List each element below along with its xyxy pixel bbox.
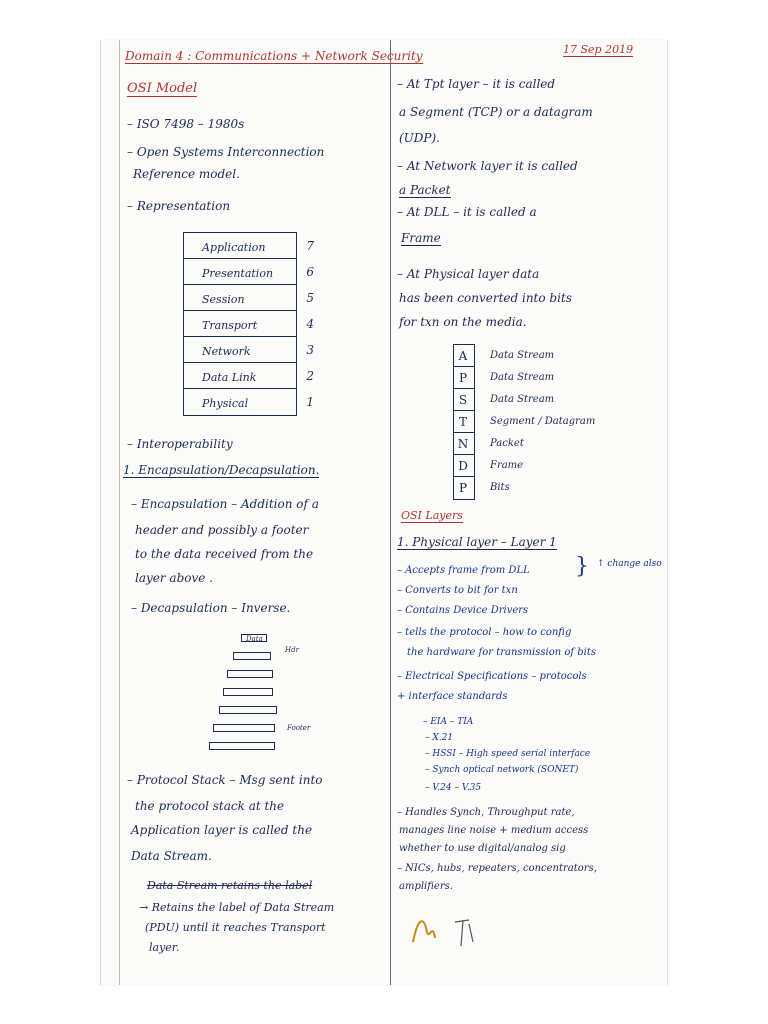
note-line: manages line noise + medium access bbox=[399, 825, 589, 836]
layer-name: Application bbox=[202, 241, 266, 254]
acronym-row bbox=[454, 389, 555, 411]
encapsulation-diagram bbox=[205, 632, 325, 762]
page-title: Domain 4 : Communications + Network Security bbox=[125, 49, 423, 63]
pdu-name: Data Stream bbox=[490, 372, 555, 383]
encapsulation-heading: 1. Encapsulation/Decapsulation. bbox=[123, 463, 320, 477]
acronym-letter: S bbox=[458, 393, 468, 407]
encap-layer-bar bbox=[227, 670, 273, 678]
acronym-row bbox=[454, 455, 524, 477]
encap-layer-bar bbox=[209, 742, 275, 750]
note-line: → Retains the label of Data Stream bbox=[139, 901, 335, 914]
note-line: – Accepts frame from DLL bbox=[397, 565, 530, 576]
note-line: – At Network layer it is called bbox=[397, 159, 578, 173]
brace-mark: } bbox=[575, 554, 589, 579]
note-line: – Encapsulation – Addition of a bbox=[131, 497, 319, 511]
standard-item: – X.21 bbox=[425, 733, 454, 743]
standard-item: – Synch optical network (SONET) bbox=[425, 765, 579, 775]
note-line: – NICs, hubs, repeaters, concentrators, bbox=[397, 863, 597, 874]
note-line: – tells the protocol – how to config bbox=[397, 627, 572, 638]
note-line: Application layer is called the bbox=[131, 823, 313, 837]
margin-line bbox=[119, 40, 120, 985]
osi-model-heading: OSI Model bbox=[127, 81, 198, 96]
note-line: (PDU) until it reaches Transport bbox=[145, 921, 326, 934]
note-line: to the data received from the bbox=[135, 547, 314, 561]
header-label: Hdr bbox=[285, 646, 299, 654]
acronym-letter: T bbox=[458, 415, 467, 429]
note-line: – At DLL – it is called a bbox=[397, 205, 537, 219]
osi-layers-heading: OSI Layers bbox=[401, 509, 463, 522]
acronym-row bbox=[454, 345, 555, 367]
standard-item: – HSSI – High speed serial interface bbox=[425, 749, 591, 759]
note-line: layer. bbox=[149, 941, 180, 954]
encap-layer-bar bbox=[219, 706, 277, 714]
osi-layer-row bbox=[184, 389, 314, 415]
osi-layer-row bbox=[184, 233, 314, 259]
note-line: a Segment (TCP) or a datagram bbox=[399, 105, 593, 119]
note-line: – Contains Device Drivers bbox=[397, 605, 529, 616]
acronym-row bbox=[454, 433, 524, 455]
acronym-letter: P bbox=[458, 371, 468, 385]
pdu-name: Data Stream bbox=[490, 394, 555, 405]
note-line: – Decapsulation – Inverse. bbox=[131, 601, 291, 615]
note-line: – Electrical Specifications – protocols bbox=[397, 671, 587, 682]
standard-item: – EIA – TIA bbox=[423, 717, 474, 727]
note-line: the hardware for transmission of bits bbox=[407, 647, 596, 658]
layer-acronym-table bbox=[453, 344, 596, 500]
note-line: layer above . bbox=[135, 571, 213, 585]
note-line: – Converts to bit for txn bbox=[397, 585, 518, 596]
pdu-name: Data Stream bbox=[490, 350, 555, 361]
layer-number: 5 bbox=[306, 291, 314, 305]
layer-name: Physical bbox=[202, 397, 249, 410]
encap-layer-bar bbox=[213, 724, 275, 732]
layer-number: 6 bbox=[306, 265, 314, 279]
note-line: Reference model. bbox=[133, 167, 240, 181]
note-line: has been converted into bits bbox=[399, 291, 572, 305]
encap-layer-bar bbox=[223, 688, 273, 696]
osi-layer-row bbox=[184, 337, 314, 363]
layer-name: Session bbox=[202, 293, 245, 306]
layer-name: Data Link bbox=[202, 371, 257, 384]
acronym-row bbox=[454, 367, 555, 389]
layer-name: Network bbox=[202, 345, 251, 358]
layer-number: 2 bbox=[306, 369, 314, 383]
layer-number: 7 bbox=[306, 239, 314, 253]
signature-scribble bbox=[405, 902, 495, 952]
standard-item: – V.24 – V.35 bbox=[425, 783, 482, 793]
note-line: Data Stream. bbox=[131, 849, 212, 863]
acronym-letter: P bbox=[458, 481, 468, 495]
osi-layer-row bbox=[184, 363, 314, 389]
layer-name: Presentation bbox=[202, 267, 274, 280]
note-line: – Protocol Stack – Msg sent into bbox=[127, 773, 323, 787]
pdu-name: Segment / Datagram bbox=[490, 416, 596, 427]
osi-layer-row bbox=[184, 285, 314, 311]
acronym-letter: D bbox=[458, 459, 468, 473]
note-line: – ISO 7498 – 1980s bbox=[127, 117, 245, 131]
column-divider bbox=[390, 40, 391, 985]
acronym-row bbox=[454, 477, 510, 499]
note-line: a Packet bbox=[399, 183, 451, 197]
page-date: 17 Sep 2019 bbox=[563, 43, 634, 56]
note-line: amplifiers. bbox=[399, 881, 453, 892]
struck-out-line: Data Stream retains the label bbox=[147, 879, 313, 892]
note-line: header and possibly a footer bbox=[135, 523, 309, 537]
osi-layer-table bbox=[183, 232, 314, 416]
layer-number: 4 bbox=[306, 317, 314, 331]
osi-layer-row bbox=[184, 259, 314, 285]
note-line: + interface standards bbox=[397, 691, 508, 702]
note-line: Frame bbox=[401, 231, 441, 245]
note-line: – Representation bbox=[127, 199, 231, 213]
pdu-name: Frame bbox=[490, 460, 524, 471]
data-label: Data bbox=[246, 635, 263, 643]
side-note: ↑ change also bbox=[597, 559, 662, 569]
encap-layer-bar bbox=[233, 652, 271, 660]
note-line: whether to use digital/analog sig bbox=[399, 843, 566, 854]
pdu-name: Bits bbox=[490, 482, 510, 493]
note-line: (UDP). bbox=[399, 131, 440, 145]
notebook-page bbox=[100, 40, 668, 985]
note-line: – At Physical layer data bbox=[397, 267, 540, 281]
note-line: the protocol stack at the bbox=[135, 799, 285, 813]
layer-number: 3 bbox=[306, 343, 314, 357]
osi-layer-row bbox=[184, 311, 314, 337]
acronym-letter: A bbox=[458, 349, 468, 363]
acronym-letter: N bbox=[457, 437, 469, 451]
layer-name: Transport bbox=[202, 319, 258, 332]
note-line: for txn on the media. bbox=[399, 315, 527, 329]
footer-label: Footer bbox=[287, 724, 311, 732]
layer-number: 1 bbox=[306, 395, 314, 409]
physical-layer-heading: 1. Physical layer – Layer 1 bbox=[397, 535, 557, 549]
note-line: – At Tpt layer – it is called bbox=[397, 77, 556, 91]
acronym-row bbox=[454, 411, 596, 433]
note-line: – Interoperability bbox=[127, 437, 233, 451]
note-line: – Open Systems Interconnection bbox=[127, 145, 325, 159]
pdu-name: Packet bbox=[490, 438, 524, 449]
note-line: – Handles Synch, Throughput rate, bbox=[397, 807, 575, 818]
